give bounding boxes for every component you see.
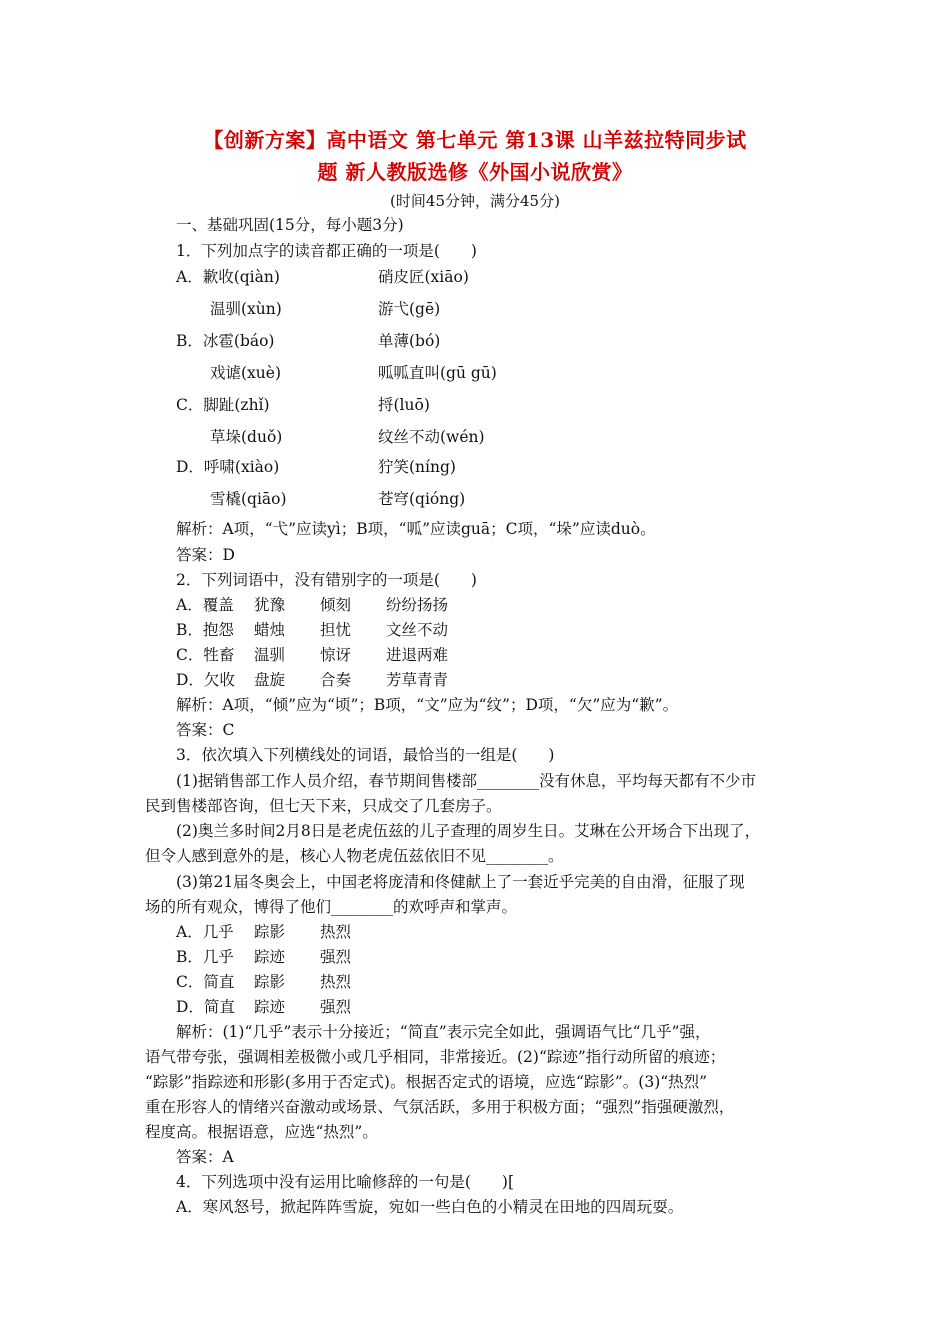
q2-answer: 答案：C: [176, 721, 235, 739]
title-line-1: 【创新方案】高中语文 第七单元 第13课 山羊兹拉特同步试: [203, 128, 747, 152]
q3-para2-line2: 但令人感到意外的是，核心人物老虎伍兹依旧不见________。: [145, 847, 564, 865]
q4-option-a: A．寒风怒号，掀起阵阵雪旋，宛如一些白色的小精灵在田地的四周玩耍。: [176, 1198, 684, 1216]
q3-para1-line2: 民到售楼部咨询，但七天下来，只成交了几套房子。: [145, 797, 502, 815]
q1-row-b-right: 单薄(bó): [378, 332, 441, 350]
q3-stem: 3．依次填入下列横线处的词语，最恰当的一组是( ): [176, 746, 555, 764]
q1-row-d2-right: 苍穹(qióng): [378, 490, 466, 508]
q3-option-a: A．几乎 踪影 热烈: [176, 923, 352, 941]
q1-analysis: 解析：A项，“弋”应读yì；B项，“呱”应读guā；C项，“垛”应读duò。: [176, 520, 656, 538]
q1-row-c-right: 捋(luō): [378, 396, 430, 414]
q1-row-a-left: A．歉收(qiàn): [176, 268, 280, 286]
q3-para2-line1: (2)奥兰多时间2月8日是老虎伍兹的儿子查理的周岁生日。艾琳在公开场合下出现了，: [176, 822, 761, 840]
q2-option-d: D．欠收 盘旋 合奏 芳草青青: [176, 671, 449, 689]
q2-stem: 2．下列词语中，没有错别字的一项是( ): [176, 571, 477, 589]
q3-answer: 答案：A: [176, 1148, 234, 1166]
q1-row-a2-left: 温驯(xùn): [210, 300, 282, 318]
q3-option-d: D．简直 踪迹 强烈: [176, 998, 352, 1016]
q1-row-b2-left: 戏谑(xuè): [210, 364, 281, 382]
q3-para3-line2: 场的所有观众，博得了他们________的欢呼声和掌声。: [145, 898, 518, 916]
q2-option-c: C．牲畜 温驯 惊讶 进退两难: [176, 646, 449, 664]
q1-row-c2-left: 草垛(duǒ): [210, 428, 283, 446]
q1-row-d-left: D．呼啸(xiào): [176, 458, 280, 476]
q1-row-a2-right: 游弋(gē): [378, 300, 441, 318]
q2-option-a: A．覆盖 犹豫 倾刻 纷纷扬扬: [176, 596, 449, 614]
q2-option-b: B．抱怨 蜡烛 担忧 文丝不动: [176, 621, 449, 639]
q4-stem: 4．下列选项中没有运用比喻修辞的一句是( )[: [176, 1173, 515, 1191]
q1-row-b2-right: 呱呱直叫(gū gū): [378, 364, 497, 382]
section-heading: 一、基础巩固(15分，每小题3分): [176, 216, 404, 234]
q1-row-d2-left: 雪橇(qiāo): [210, 490, 287, 508]
q3-analysis-line5: 程度高。根据语意，应选“热烈”。: [145, 1123, 378, 1141]
q3-para1-line1: (1)据销售部工作人员介绍，春节期间售楼部________没有休息，平均每天都有不少市: [176, 772, 756, 790]
q1-row-d-right: 狞笑(níng): [378, 458, 456, 476]
q3-analysis-line1: 解析：(1)“几乎”表示十分接近；“简直”表示完全如此，强调语气比“几乎”强，: [176, 1023, 711, 1041]
q3-analysis-line4: 重在形容人的情绪兴奋激动或场景、气氛活跃，多用于积极方面；“强烈”指强硬激烈，: [145, 1098, 735, 1116]
q2-analysis: 解析：A项，“倾”应为“顷”；B项，“文”应为“纹”；D项，“欠”应为“歉”。: [176, 696, 679, 714]
q1-row-a-right: 硝皮匠(xiāo): [378, 268, 469, 286]
title-line-2: 题 新人教版选修《外国小说欣赏》: [317, 160, 633, 184]
q3-para3-line1: (3)第21届冬奥会上，中国老将庞清和佟健献上了一套近乎完美的自由滑，征服了现: [176, 873, 745, 891]
q1-row-b-left: B．冰雹(báo): [176, 332, 275, 350]
q1-stem: 1．下列加点字的读音都正确的一项是( ): [176, 242, 477, 260]
q3-option-b: B．几乎 踪迹 强烈: [176, 948, 352, 966]
q1-row-c-left: C．脚趾(zhǐ): [176, 396, 270, 414]
q1-answer: 答案：D: [176, 546, 235, 564]
q1-row-c2-right: 纹丝不动(wén): [378, 428, 485, 446]
q3-option-c: C．简直 踪影 热烈: [176, 973, 352, 991]
q3-analysis-line3: “踪影”指踪迹和形影(多用于否定式)。根据否定式的语境，应选“踪影”。(3)“热烈”: [145, 1073, 708, 1091]
subtitle: (时间45分钟，满分45分): [390, 192, 560, 210]
q3-analysis-line2: 语气带夸张，强调相差极微小或几乎相同，非常接近。(2)“踪迹”指行动所留的痕迹；: [145, 1048, 726, 1066]
